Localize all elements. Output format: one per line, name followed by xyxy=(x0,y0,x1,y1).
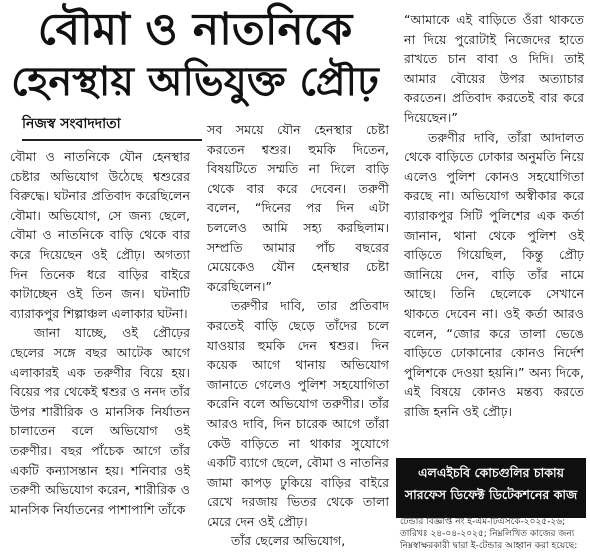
headline xyxy=(4,2,386,107)
paragraph: বৌমা ও নাতনিকে যৌন হেনস্থার চেষ্টার অভিযোগ উঠেছে শ্বশুরের বিরুদ্ধে। ঘটনার প্রতিবাদ করেছিলেন বৌমা। অভিযোগ, সে জন্য ছেলে, বৌমা ও নাতনিকে বাড়ি থেকে বার করে দিয়েছেন ওই প্রৌঢ়। অগত্যা দিন তিনেক ধরে বাড়ির বাইরে কাটাচ্ছেন ওই তিন জন। ঘটনাটি ব্যারাকপুর শিল্পাঞ্চল এলাকার ঘটনা। xyxy=(10,149,190,321)
paragraph: সব সময়ে যৌন হেনস্থার চেষ্টা করতেন শ্বশুর। হুমকি দিতেন, বিষয়টিতে সম্মতি না দিলে বাড়ি থেকে বার করে দেবেন। তরুণী বলেন, “দিনের পর দিন এটা চললেও আমি সহ্য করছিলাম। সম্প্রতি আমার পাঁচ বছরের মেয়েকেও যৌন হেনস্থার চেষ্টা করেছিলেন।” xyxy=(207,122,389,294)
ad-line-1: এলএইচবি কোচগুলির চাকায় xyxy=(418,465,564,480)
paragraph: তরুণীর দাবি, তাঁরা আদালত থেকে বাড়িতে ঢোকার অনুমতি নিয়ে এলেও পুলিশ কোনও সহযোগিতা করছে না। অভিযোগ অস্বীকার করে ব্যারাকপুর সিটি পুলিশের এক কর্তা জানান, থানা থেকে পুলিশ ওই বাড়িতে গিয়েছিল, কিন্তু প্রৌঢ় জানিয়ে দেন, বাড়ি তাঁর নামে আছে। তিনি ছেলেকে সেখানে থাকতে দেবেন না। ওই কর্তা আরও বলেন, “জোর করে তালা ভেঙে বাড়িতে ঢোকানোর কোনও নির্দেশ পুলিশকে দেওয়া হয়নি।” অন্য দিকে, এই বিষয়ে কোনও মন্তব্য করতে রাজি হননি ওই প্রৌঢ়। xyxy=(404,129,584,419)
column-3 xyxy=(404,10,584,421)
headline-line-2: হেনস্থায় অভিযুক্ত প্রৌঢ় xyxy=(11,59,379,105)
headline-line-1: বৌমা ও নাতনিকে xyxy=(37,4,353,55)
ad-footer xyxy=(400,516,586,552)
paragraph: “আমাকে এই বাড়িতে ওঁরা থাকতে না দিয়ে পুরোটাই নিজেদের হাতে রাখতে চান বাবা ও দিদি। তাই আমার বৌয়ের উপর অত্যাচার করতেন। প্রতিবাদ করতেই বার করে দিয়েছেন।” xyxy=(404,12,584,125)
ad-line-2: সারফেস ডিফেক্ট ডিটেকশনের কাজ xyxy=(404,487,578,502)
byline: নিজস্ব সংবাদদাতা xyxy=(22,112,202,141)
paragraph: তরুণীর দাবি, তার প্রতিবাদ করতেই বাড়ি ছেড়ে তাঁদের চলে যাওয়ার হুমকি দেন শ্বশুর। দিন কয়েক আগে থানায় অভিযোগ জানাতে গেলেও পুলিশ সহযোগিতা করেনি বলে অভিযোগ তরুণীর। তাঁর আরও দাবি, দিন চারেক আগে তাঁরা কেউ বাড়িতে না থাকার সুযোগে একটি ব্যাগে ছেলে, বৌমা ও নাতনির জামা কাপড় ঢুকিয়ে বাড়ির বাইরে রেখে দরজায় ভিতর থেকে তালা মেরে দেন ওই প্রৌঢ়। xyxy=(207,298,389,529)
column-2 xyxy=(207,120,389,551)
ad-footer-line: নিম্নস্বাক্ষরকারী দ্বারা ই-টেন্ডার আহ্বান করা হয়েছে: xyxy=(400,541,578,551)
paragraph: জানা যাচ্ছে, ওই প্রৌঢ়ের ছেলের সঙ্গে বছর আটেক আগে এলাকারই এক তরুণীর বিয়ে হয়। বিয়ের পর থেকেই শ্বশুর ও ননদ তাঁর উপর শারীরিক ও মানসিক নির্যাতন চালাতেন বলে অভিযোগ ওই তরুণীর। বছর পাঁচেক আগে তাঁর একটি কন্যাসন্তান হয়। শনিবার ওই তরুণী অভিযোগ করেন, শারীরিক ও মানসিক নির্যাতনের পাশাপাশি তাঁকে xyxy=(10,325,190,517)
column-1 xyxy=(10,147,190,519)
ad-footer-line: টেন্ডার বিজ্ঞপ্তি নং ই-এম-টিএসকে-২০২৫-২৬; xyxy=(400,517,566,527)
ad-footer-line: তারিখঃ ২৪-০৪-২০২৫; নিম্নলিখিত কাজের জন্য xyxy=(400,529,575,539)
paragraph: তাঁর ছেলের অভিযোগ, xyxy=(231,533,346,549)
tender-advertisement xyxy=(396,458,586,518)
